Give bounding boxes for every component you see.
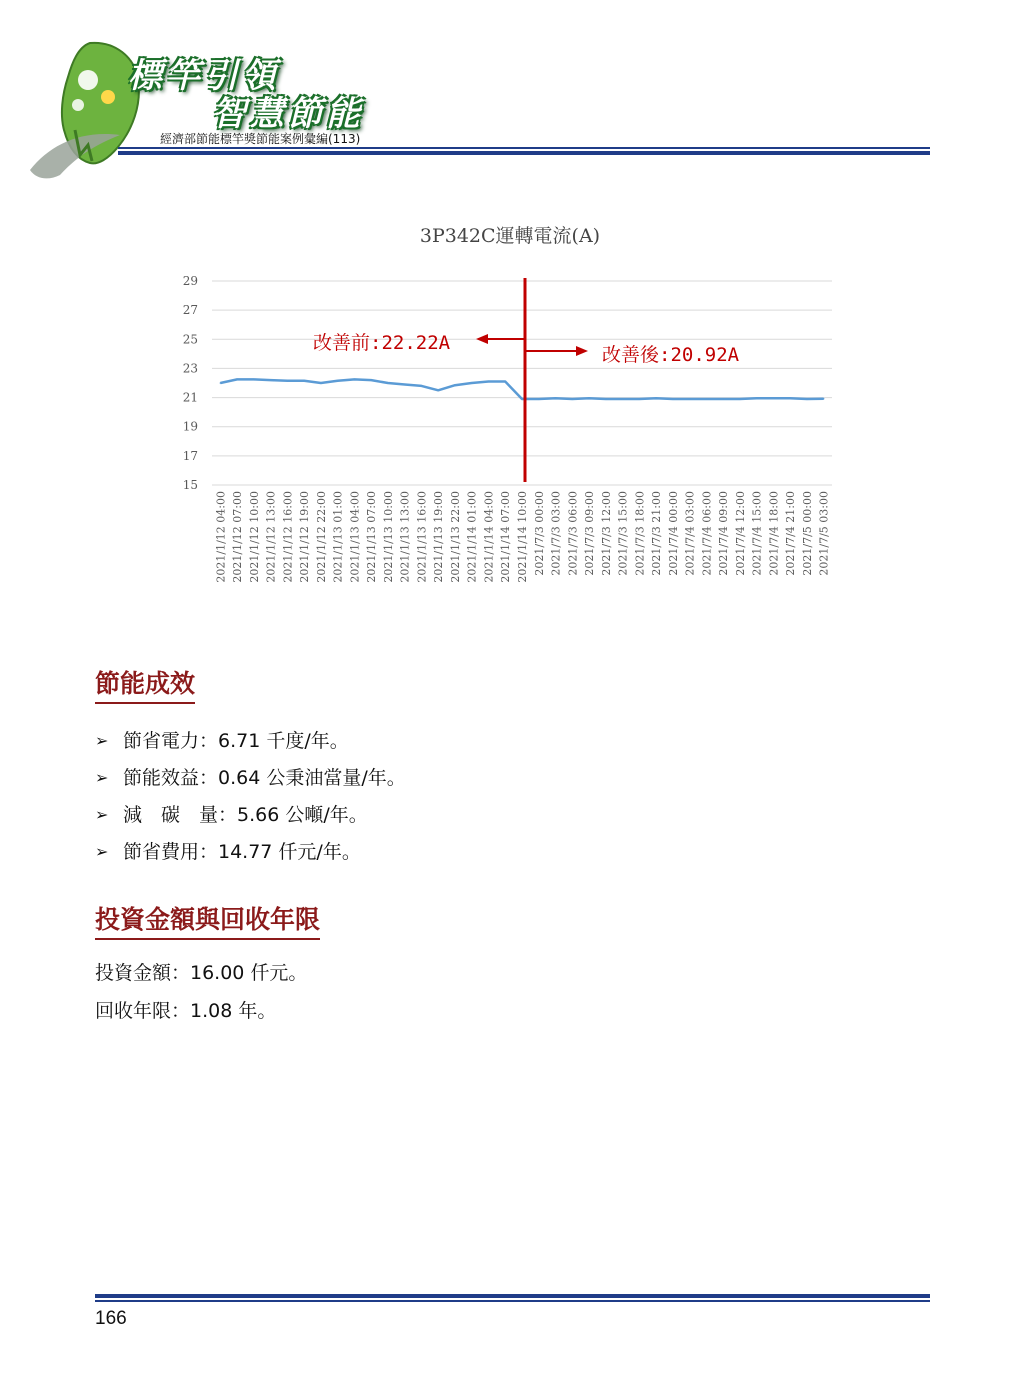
page-header [0, 0, 1024, 190]
x-tick-label: 2021/1/13 04:00 [348, 491, 362, 583]
data-point [354, 379, 356, 381]
x-tick-label: 2021/1/12 04:00 [214, 491, 228, 583]
x-tick-label: 2021/1/13 10:00 [381, 491, 395, 583]
data-point [622, 398, 624, 400]
data-point [504, 381, 506, 383]
data-point [722, 398, 724, 400]
footer-rule-thick [95, 1294, 930, 1298]
x-tick-label: 2021/7/4 06:00 [700, 491, 714, 576]
header-title-line2: 智慧節能 [212, 94, 364, 134]
x-tick-label: 2021/7/3 12:00 [599, 491, 613, 576]
x-tick-label: 2021/1/12 22:00 [314, 491, 328, 583]
x-tick-label: 2021/7/3 03:00 [549, 491, 563, 576]
arrow-bullet-icon: ➢ [95, 804, 109, 824]
data-point [253, 379, 255, 381]
data-point [437, 389, 439, 391]
x-tick-label: 2021/1/12 13:00 [264, 491, 278, 583]
x-tick-label: 2021/7/4 00:00 [666, 491, 680, 576]
data-point [672, 398, 674, 400]
chart-title: 3P342C運轉電流(A) [419, 225, 601, 247]
data-point [638, 398, 640, 400]
data-point [488, 381, 490, 383]
savings-item-text: 節省電力：6.71 千度/年。 [123, 729, 349, 752]
data-point [538, 398, 540, 400]
x-tick-label: 2021/7/4 12:00 [733, 491, 747, 576]
investment-amount: 投資金額：16.00 仟元。 [95, 962, 308, 984]
x-tick-label: 2021/1/12 16:00 [281, 491, 295, 583]
data-point [756, 398, 758, 400]
data-point [270, 379, 272, 381]
y-tick-label: 23 [182, 361, 198, 376]
savings-item-text: 節能效益：0.64 公秉油當量/年。 [123, 766, 406, 789]
data-point [303, 380, 305, 382]
y-tick-label: 27 [182, 303, 198, 318]
arrowhead-right-icon [576, 346, 588, 356]
header-rule [118, 147, 930, 149]
header-rule-thick [118, 151, 930, 155]
savings-item-text: 減 碳 量：5.66 公噸/年。 [123, 803, 368, 826]
series-line-current [220, 379, 823, 399]
data-point [806, 398, 808, 400]
x-tick-label: 2021/7/3 06:00 [566, 491, 580, 576]
x-tick-label: 2021/1/13 22:00 [448, 491, 462, 583]
data-point [404, 384, 406, 386]
data-point [521, 398, 523, 400]
x-tick-label: 2021/1/13 16:00 [415, 491, 429, 583]
data-point [320, 382, 322, 384]
x-tick-label: 2021/7/3 09:00 [583, 491, 597, 576]
x-tick-label: 2021/1/14 01:00 [465, 491, 479, 583]
footer-rule [95, 1300, 930, 1302]
x-tick-label: 2021/7/4 09:00 [717, 491, 731, 576]
annotation-before-label: 改善前:22.22A [313, 332, 451, 354]
payback-period: 回收年限：1.08 年。 [95, 1000, 277, 1022]
data-point [471, 382, 473, 384]
current-chart [170, 210, 860, 610]
current-chart-svg [170, 210, 860, 610]
x-tick-label: 2021/7/5 03:00 [817, 491, 831, 576]
investment-lines [95, 958, 307, 1034]
x-tick-label: 2021/7/3 21:00 [650, 491, 664, 576]
x-tick-label: 2021/1/12 10:00 [247, 491, 261, 583]
header-subtitle: 經濟部節能標竿獎節能案例彙編(113) [160, 132, 361, 146]
x-tick-label: 2021/7/3 15:00 [616, 491, 630, 576]
list-item [95, 833, 406, 870]
x-tick-label: 2021/7/3 00:00 [532, 491, 546, 576]
x-tick-label: 2021/1/12 07:00 [231, 491, 245, 583]
data-point [287, 380, 289, 382]
x-tick-label: 2021/7/4 18:00 [767, 491, 781, 576]
y-tick-label: 29 [182, 274, 198, 288]
x-tick-label: 2021/1/13 07:00 [365, 491, 379, 583]
x-tick-label: 2021/1/14 04:00 [482, 491, 496, 583]
x-tick-label: 2021/1/13 01:00 [331, 491, 345, 583]
data-point [555, 398, 557, 400]
data-point [337, 380, 339, 382]
data-point [789, 398, 791, 400]
x-tick-label: 2021/7/3 18:00 [633, 491, 647, 576]
data-point [220, 382, 222, 384]
arrow-bullet-icon: ➢ [95, 767, 109, 787]
page-number: 166 [95, 1308, 127, 1329]
x-tick-label: 2021/7/5 00:00 [800, 491, 814, 576]
x-tick-label: 2021/7/4 15:00 [750, 491, 764, 576]
savings-heading: 節能成效 [95, 664, 195, 704]
data-point [739, 398, 741, 400]
data-point [823, 398, 825, 400]
list-item [95, 759, 406, 796]
data-point [571, 398, 573, 400]
data-point [421, 385, 423, 387]
data-point [605, 398, 607, 400]
x-tick-label: 2021/1/14 07:00 [499, 491, 513, 583]
savings-list [95, 722, 406, 870]
data-point [706, 398, 708, 400]
arrowhead-left-icon [476, 334, 488, 344]
y-tick-label: 21 [182, 390, 198, 405]
x-tick-label: 2021/1/12 19:00 [298, 491, 312, 583]
savings-item-text: 節省費用：14.77 仟元/年。 [123, 840, 361, 863]
x-tick-label: 2021/1/13 13:00 [398, 491, 412, 583]
y-tick-label: 17 [182, 448, 198, 463]
y-tick-label: 15 [182, 478, 198, 492]
y-tick-label: 19 [182, 419, 198, 434]
data-point [773, 398, 775, 400]
investment-heading: 投資金額與回收年限 [95, 900, 320, 940]
data-point [689, 398, 691, 400]
annotation-after-label: 改善後:20.92A [602, 344, 740, 366]
data-point [236, 379, 238, 381]
data-point [387, 382, 389, 384]
arrow-bullet-icon: ➢ [95, 841, 109, 861]
x-tick-label: 2021/1/14 10:00 [516, 491, 529, 583]
data-point [655, 398, 657, 400]
list-item [95, 796, 406, 833]
x-tick-label: 2021/7/4 03:00 [683, 491, 697, 576]
data-point [588, 398, 590, 400]
header-title-line1: 標竿引領 [128, 56, 280, 96]
x-tick-label: 2021/7/4 21:00 [784, 491, 798, 576]
list-item [95, 722, 406, 759]
data-point [454, 384, 456, 386]
x-tick-label: 2021/1/13 19:00 [432, 491, 446, 583]
data-point [370, 379, 372, 381]
arrow-bullet-icon: ➢ [95, 730, 109, 750]
y-tick-label: 25 [182, 332, 198, 347]
